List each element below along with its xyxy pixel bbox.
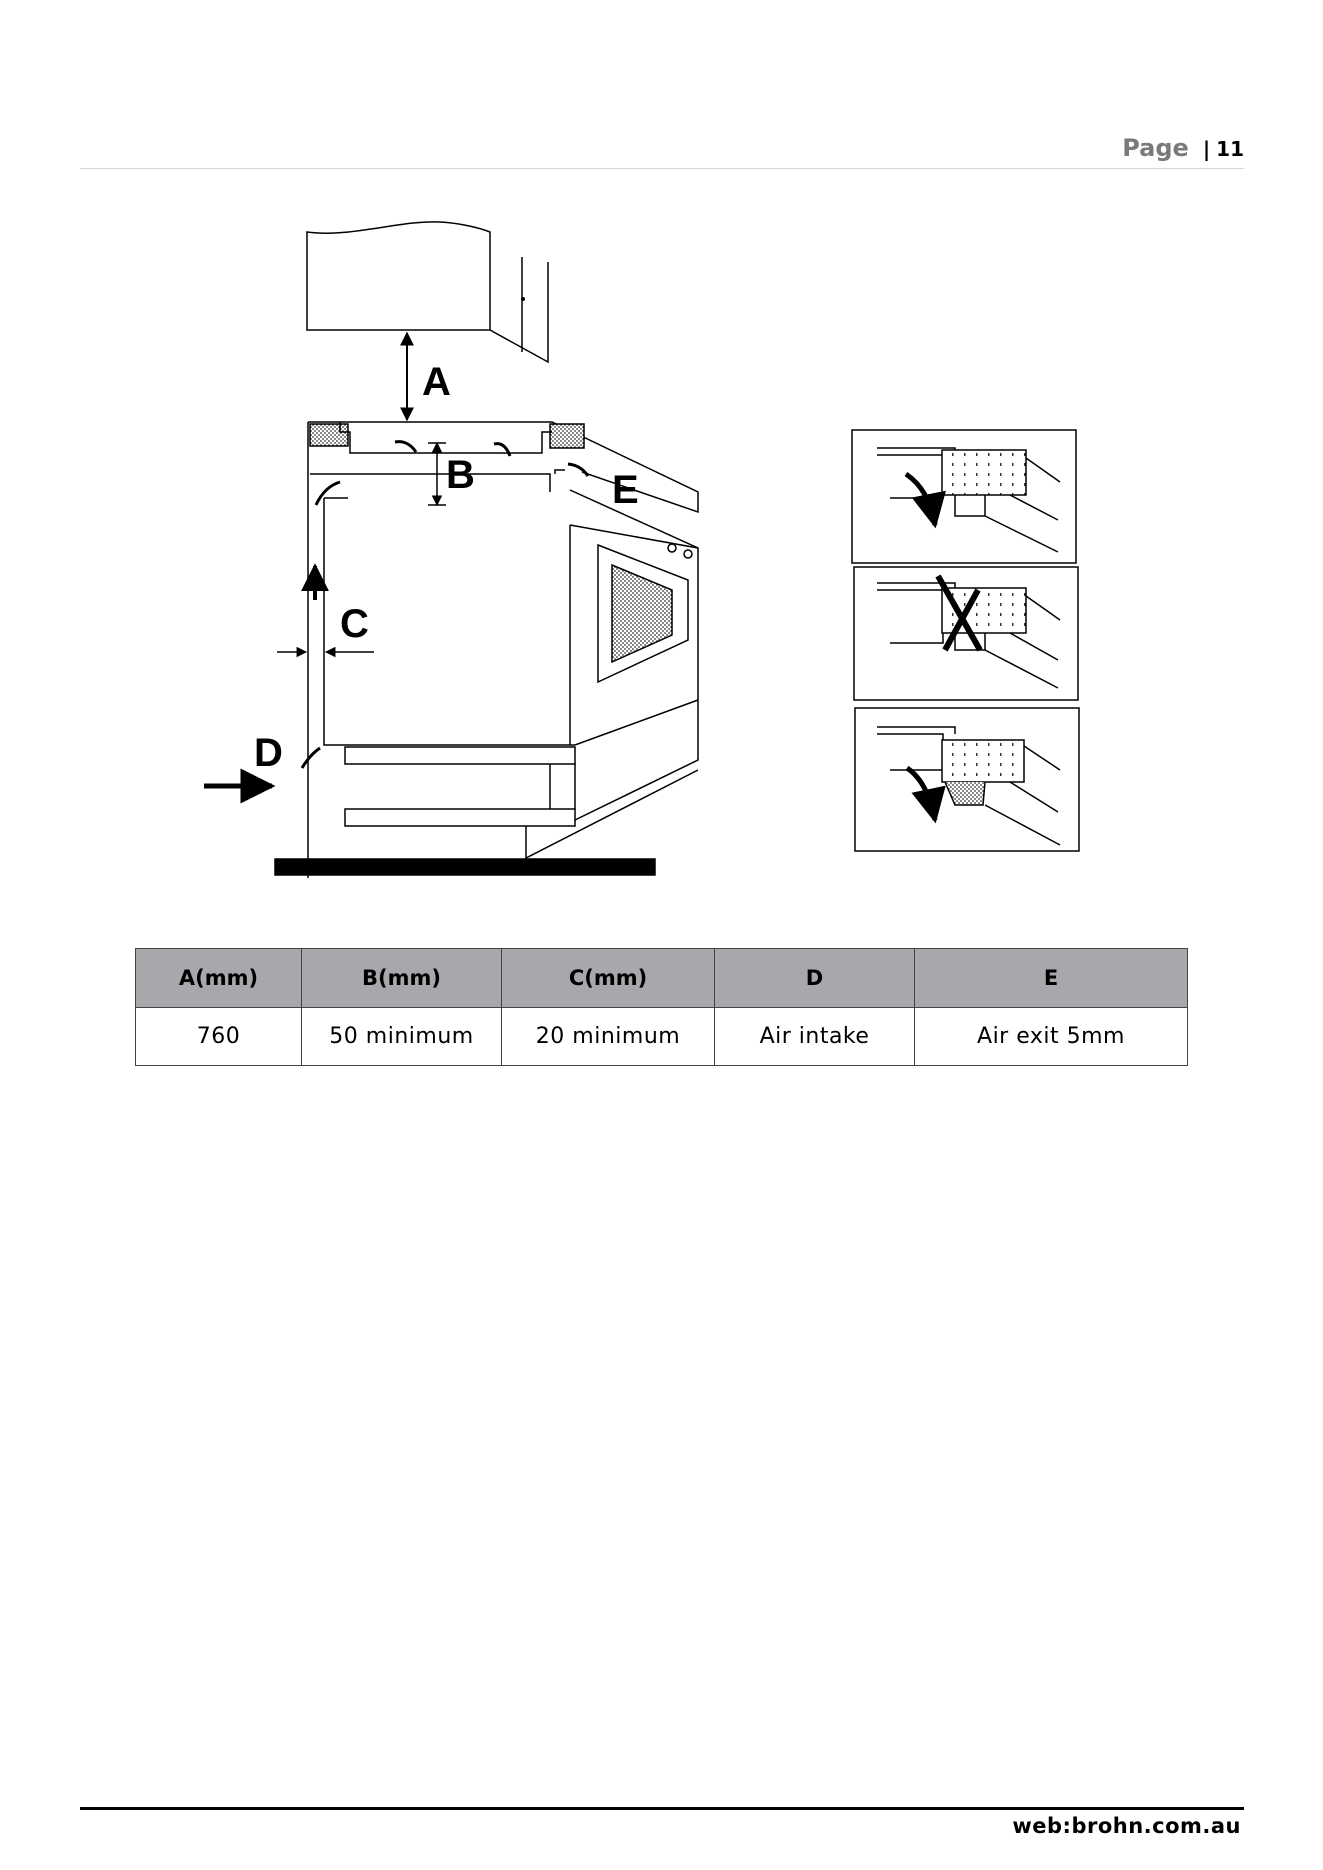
column-header: D [715, 949, 915, 1008]
benchtop-seal-left [310, 424, 348, 446]
column-header: E [915, 949, 1188, 1008]
column-header: B(mm) [302, 949, 502, 1008]
table-cell: Air intake [715, 1008, 915, 1066]
detail-incorrect-middle [854, 567, 1078, 700]
main-drawing [204, 222, 698, 878]
footer-website: web:brohn.com.au [1012, 1814, 1241, 1838]
detail-correct-top [852, 430, 1076, 563]
benchtop-seal-right [550, 424, 584, 448]
wall-cabinet [307, 222, 490, 330]
column-header: C(mm) [502, 949, 715, 1008]
table-cell: 50 minimum [302, 1008, 502, 1066]
footer-rule [80, 1807, 1244, 1810]
column-header: A(mm) [136, 949, 302, 1008]
air-arrow [568, 464, 588, 476]
air-arrow [395, 442, 416, 452]
table-row [136, 1008, 1188, 1066]
cabinet-door [490, 257, 548, 362]
table-cell: 760 [136, 1008, 302, 1066]
floor [275, 859, 655, 875]
label-a: A [422, 360, 451, 404]
page-number-value: 11 [1216, 137, 1244, 161]
label-b: B [446, 453, 475, 497]
air-arrow [316, 482, 340, 505]
table-header-row [136, 949, 1188, 1008]
air-arrow [494, 444, 510, 456]
detail-views [852, 430, 1079, 851]
label-c: C [340, 602, 369, 646]
page-label: Page [1122, 134, 1189, 162]
installation-diagram [0, 0, 1323, 900]
page-separator: | [1202, 137, 1211, 161]
detail-correct-bottom [855, 708, 1079, 851]
table-cell: 20 minimum [502, 1008, 715, 1066]
table-cell: Air exit 5mm [915, 1008, 1188, 1066]
clearance-table [135, 948, 1188, 1066]
label-e: E [612, 468, 639, 512]
label-d: D [254, 731, 283, 775]
